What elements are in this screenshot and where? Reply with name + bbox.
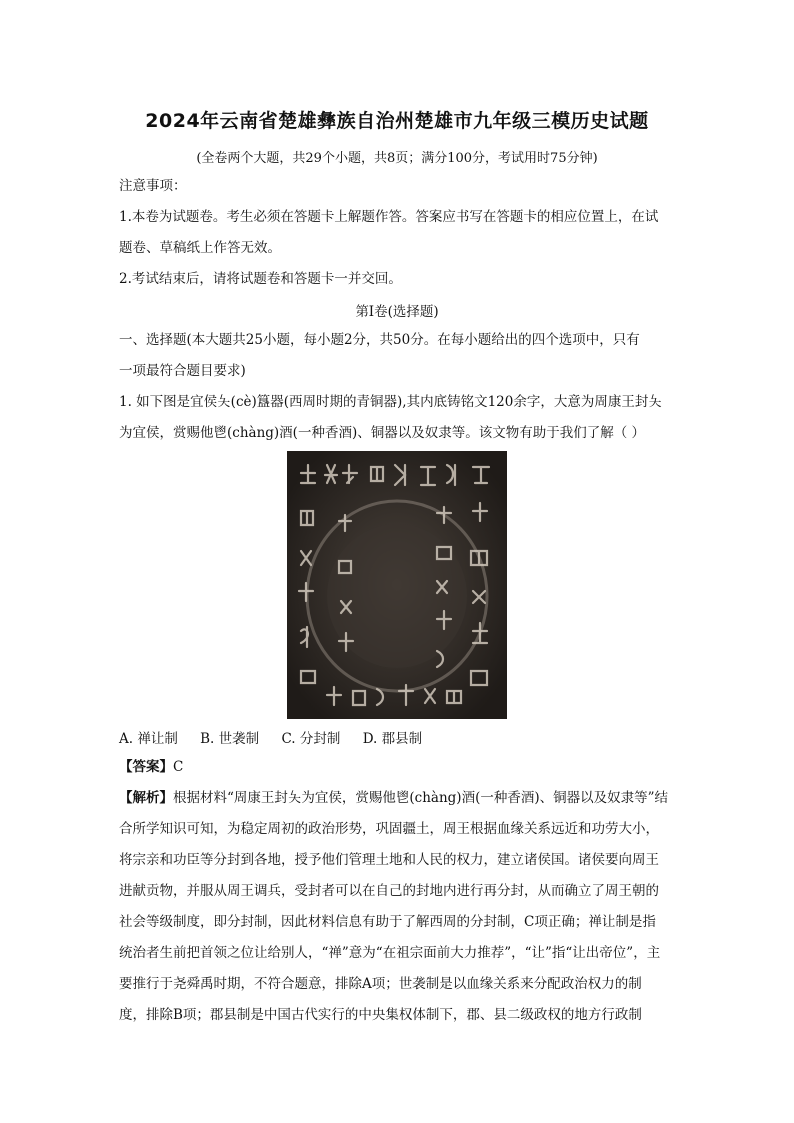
- option-a: A. 禅让制: [119, 731, 178, 747]
- analysis-label: 【解析】: [119, 790, 173, 806]
- analysis-block: [119, 783, 679, 1031]
- question-1-options: [119, 727, 440, 747]
- question-line: 为宜侯，赏赐他鬯(chàng)酒(一种香酒)、铜器以及奴隶等。该文物有助于我们了解（ ）: [119, 425, 645, 441]
- analysis-line: 根据材料“周康王封夨为宜侯，赏赐他鬯(chàng)酒(一种香酒)、铜器以及奴隶等”结: [173, 790, 669, 806]
- part-line: 一项最符合题目要求): [119, 363, 246, 379]
- option-b: B. 世袭制: [200, 731, 260, 747]
- exam-title: 2024年云南省楚雄彝族自治州楚雄市九年级三模历史试题: [145, 110, 649, 132]
- rubbing-texture-icon: [287, 451, 507, 719]
- analysis-line: 要推行于尧舜禹时期，不符合题意，排除A项；世袭制是以血缘关系来分配政治权力的制: [119, 976, 642, 992]
- answer-line: [119, 752, 679, 783]
- section-title: 第Ⅰ卷(选择题): [355, 304, 439, 320]
- option-d: D. 郡县制: [362, 731, 423, 747]
- notice-block: [119, 171, 679, 295]
- notice-line: 2.考试结束后，请将试题卷和答题卡一并交回。: [119, 271, 402, 287]
- part-instructions: [119, 325, 679, 387]
- exam-subtitle: (全卷两个大题，共29个小题，共8页；满分100分，考试用时75分钟): [196, 151, 598, 166]
- part-line: 一、选择题(本大题共25小题，每小题2分，共50分。在每小题给出的四个选项中，只有: [119, 332, 640, 348]
- analysis-line: 合所学知识可知，为稳定周初的政治形势，巩固疆土，周王根据血缘关系远近和功劳大小，: [119, 821, 659, 837]
- bronze-inscription-rubbing-image: [287, 451, 507, 719]
- notice-heading: 注意事项：: [119, 178, 187, 194]
- option-c: C. 分封制: [281, 731, 341, 747]
- question-line: 1. 如下图是宜侯夨(cè)簋器(西周时期的青铜器),其内底铸铭文120余字，大意为周康王封夨: [119, 394, 662, 410]
- answer-label: 【答案】: [119, 759, 173, 775]
- answer-value: C: [173, 759, 184, 775]
- analysis-line: 进献贡物，并服从周王调兵，受封者可以在自己的封地内进行再分封，从而确立了周王朝的: [119, 883, 659, 899]
- analysis-line: 将宗亲和功臣等分封到各地，授予他们管理土地和人民的权力，建立诸侯国。诸侯要向周王: [119, 852, 659, 868]
- notice-line: 题卷、草稿纸上作答无效。: [119, 240, 281, 256]
- notice-line: 1.本卷为试题卷。考生必须在答题卡上解题作答。答案应书写在答题卡的相应位置上，在试: [119, 209, 659, 225]
- analysis-line: 统治者生前把首领之位让给别人，“禅”意为“在祖宗面前大力推荐”，“让”指“让出帝位”，主: [119, 945, 661, 961]
- analysis-line: 社会等级制度，即分封制，因此材料信息有助于了解西周的分封制，C项正确；禅让制是指: [119, 914, 656, 930]
- question-1: [119, 387, 679, 449]
- analysis-line: 度，排除B项；郡县制是中国古代实行的中央集权体制下，郡、县二级政权的地方行政制: [119, 1007, 642, 1023]
